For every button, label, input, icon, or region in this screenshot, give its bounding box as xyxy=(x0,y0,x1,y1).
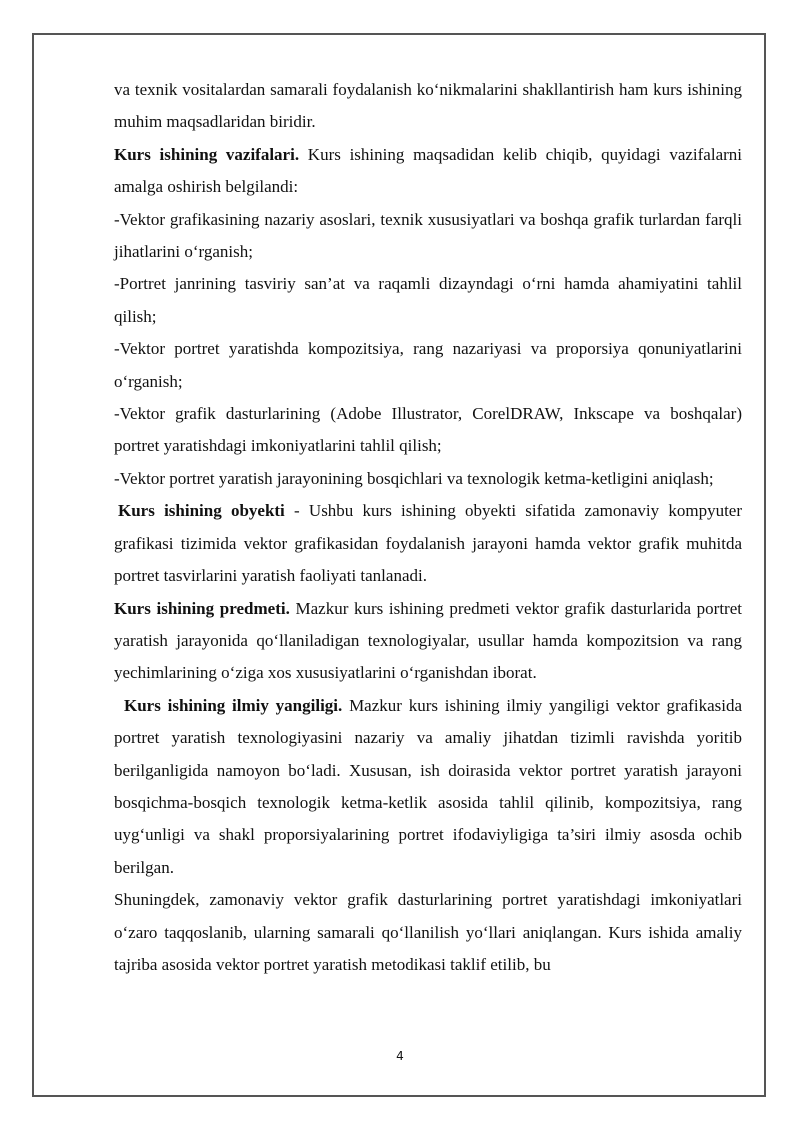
paragraph-text: Shuningdek, zamonaviy vektor grafik dasturlarining portret yaratishdagi imkoniyatlari o‘zaro taqqoslanib, ularning samarali qo‘llanilish yo‘llari aniqlangan. Kurs ishida amaliy tajriba asosida vektor portret yaratish metodikasi taklif etilib, bu xyxy=(114,890,742,974)
paragraph-object xyxy=(114,495,742,592)
paragraph-additionally xyxy=(114,884,742,981)
paragraph-text: Mazkur kurs ishining predmeti vektor grafik dasturlarida portret yaratish jarayonida qo‘llaniladigan texnologiyalar, usullar hamda kompozitsion va rang yechimlarining o‘ziga xos xususiyatlarini o‘rganishdan iborat. xyxy=(114,598,742,683)
paragraph-text: -Vektor portret yaratish jarayonining bosqichlari va texnologik ketma-ketligini aniqlash; xyxy=(114,468,714,488)
paragraph-intro-continuation xyxy=(114,74,742,139)
paragraph-text: Mazkur kurs ishining ilmiy yangiligi vektor grafikasida portret yaratish texnologiyasini nazariy va amaliy jihatdan tizimli ravishda yoritib berilganligida namoyon bo‘ladi. Xususan, ish doirasida vektor portret yaratish jarayoni bosqichma-bosqich texnologik ketma-ketlik asosida tahlil qilinib, kompozitsiya, rang uyg‘unligi va shakl proporsiyalarining portret ifodaviyligiga ta’siri ilmiy asosda ochib berilgan. xyxy=(114,695,742,877)
paragraph-text: - Ushbu kurs ishining obyekti sifatida zamonaviy kompyuter grafikasi tizimida vektor grafikasidan foydalanish jarayoni hamda vektor grafik muhitda portret tasvirlarini yaratish faoliyati tanlanadi. xyxy=(114,501,743,586)
page-number: 4 xyxy=(396,1049,404,1063)
paragraph-text: -Vektor portret yaratishda kompozitsiya, rang nazariyasi va proporsiya qonuniyatlarini o‘rganish; xyxy=(114,339,742,391)
task-item xyxy=(114,398,742,463)
task-item xyxy=(114,268,742,333)
paragraph-text: va texnik vositalardan samarali foydalanish ko‘nikmalarini shakllantirish ham kurs ishining muhim maqsadlaridan biridir. xyxy=(114,80,742,132)
task-item xyxy=(114,463,742,495)
tasks-heading: Kurs ishining vazifalari. xyxy=(114,144,300,164)
object-heading: Kurs ishining obyekti xyxy=(118,501,285,521)
subject-heading: Kurs ishining predmeti. xyxy=(114,598,290,618)
task-item xyxy=(114,204,742,269)
paragraph-text: -Portret janrining tasviriy san’at va raqamli dizayndagi o‘rni hamda ahamiyatini tahlil qilish; xyxy=(114,274,742,326)
novelty-heading: Kurs ishining ilmiy yangiligi. xyxy=(124,695,343,715)
paragraph-text: -Vektor grafikasining nazariy asoslari, texnik xususiyatlari va boshqa grafik turlardan farqli jihatlarini o‘rganish; xyxy=(114,209,742,262)
task-item xyxy=(114,333,742,398)
paragraph-text: -Vektor grafik dasturlarining (Adobe Illustrator, CorelDRAW, Inkscape va boshqalar) portret yaratishdagi imkoniyatlarini tahlil qilish; xyxy=(114,404,742,456)
document-body xyxy=(114,74,742,981)
paragraph-subject xyxy=(114,593,742,690)
paragraph-novelty xyxy=(114,690,742,884)
paragraph-text: Kurs ishining maqsadidan kelib chiqib, quyidagi vazifalarni amalga oshirish belgilandi: xyxy=(114,144,742,197)
paragraph-tasks xyxy=(114,139,742,204)
